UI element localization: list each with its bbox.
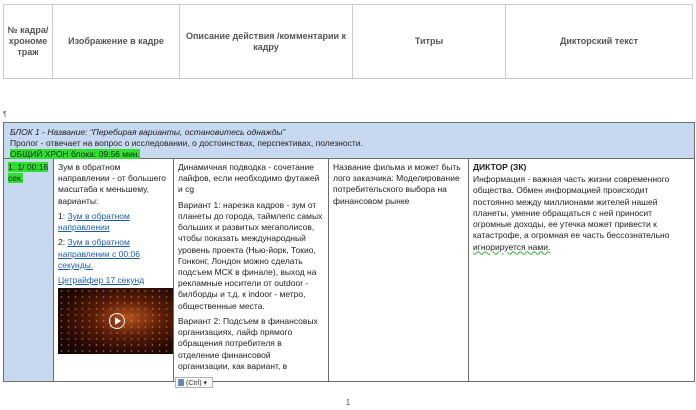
paste-options-label: (Ctrl) ▾ <box>186 379 208 387</box>
titles-text: Название фильма и может быть лого заказчика: Моделирование потребительского выбора на финансовом рынке <box>333 162 461 206</box>
zoom-link-2[interactable]: Зум в обратном направлении с 00:06 секунды. <box>58 237 140 270</box>
header-image: Изображение в кадре <box>53 5 180 79</box>
page-number: 1 <box>345 398 351 407</box>
image-option-1: 1: Зум в обратном направлении <box>58 210 130 233</box>
block-title <box>10 127 688 138</box>
image-option-2: 2: Зум в обратном направлении с 00:06 секунды. <box>58 237 140 270</box>
image-description: Зум в обратном направлении - от большего масштаба к меньшему, варианты: <box>58 162 167 206</box>
paste-options-button[interactable] <box>175 377 213 388</box>
description-intro: Динамичная подводка - сочетание лайфов, если необходимо футажей и cg <box>178 162 320 195</box>
narrator-text-tail: игнорируется нами. <box>473 241 551 252</box>
centrifuge-link[interactable]: Цетрайфер 17 секунд <box>58 274 145 285</box>
block-name-prefix: Название: <box>47 127 88 137</box>
description-cell <box>174 159 329 381</box>
description-variant-1: Вариант 1: нарезка кадров - зум от планеты до города, таймлепс самых больших и развитых мегаполисов, чтобы показать международный уровень проекта (Нью-йорк, Токио, Гонконг, Лондон можно сделать подсъем МСК в финале), выход на рекламные носители от outdoor - билборды и т.д. к indoor - метро, общественные места. <box>178 199 323 311</box>
header-narrator: Дикторский текст <box>506 5 693 79</box>
zoom-link-1[interactable]: Зум в обратном направлении <box>58 210 130 233</box>
header-frame-number: № кадра/ хрономе траж <box>4 5 53 79</box>
block-name: “Перебирая варианты, остановитесь однажды” <box>89 127 286 137</box>
narrator-cell <box>469 159 694 381</box>
block-total-duration: ОБЩИЙ ХРОН блока: 09:56 мин. <box>10 149 140 160</box>
paragraph-mark: ¶ <box>3 111 7 118</box>
image-cell <box>54 159 174 381</box>
description-variant-2: Вариант 2: Подсъем в финансовых организациях, лайф прямого обращения потребителя в отделение финансовой организации, как вариант, в <box>178 315 318 371</box>
block-1 <box>3 122 695 382</box>
timecode-cell <box>4 159 54 381</box>
titles-cell <box>329 159 469 381</box>
block-header <box>4 123 694 159</box>
clipboard-icon <box>178 379 184 386</box>
header-description: Описание действия /комментарии к кадру <box>180 5 353 79</box>
header-titles: Титры <box>353 5 506 79</box>
play-icon[interactable] <box>109 313 125 329</box>
header-table <box>3 4 693 79</box>
timecode: 1. 1/ 00:16 сек. <box>8 162 49 184</box>
table-row <box>4 159 694 381</box>
video-thumbnail[interactable] <box>58 288 174 354</box>
block-prolog: Пролог - отвечает на вопрос о исследовании, о достоинствах, перспективах, полезности. <box>10 138 363 149</box>
block-label: БЛОК 1 - <box>10 127 45 137</box>
narrator-text: Информация - важная часть жизни современного общества. Обмен информацией происходит постоянно между миллионами жителей нашей планеты, умение обращаться с ней приносит огромные доходы, ее утечка может привести к катастрофе, а огромная ее часть бессознательно <box>473 174 670 241</box>
narrator-heading: ДИКТОР (ЗК) <box>473 162 527 172</box>
